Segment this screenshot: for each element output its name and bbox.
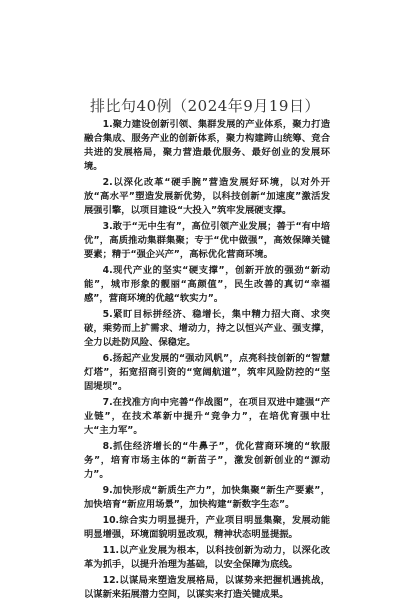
- list-item: 9.加快形成“新质生产力”，加快集聚“新生产要素”，加快培育“新应用场景”，加快构建“新数字生态”。: [84, 485, 330, 510]
- list-item: 8.抓住经济增长的“牛鼻子”，优化营商环境的“软服务”，培育市场主体的“新苗子”，激发创新创业的“源动力”。: [84, 441, 330, 480]
- list-item: 3.敢于“无中生有”，高位引领产业发展；善于“有中培优”，高质推动集群集聚；专于“优中做强”，高效保障关键要素；精于“强企兴产”，高标优化营商环境。: [84, 221, 330, 260]
- list-item: 11.以产业发展为根本，以科技创新为动力，以深化改革为抓手，以提升治理为基础，以安全保障为底线。: [84, 545, 330, 570]
- list-item: 10.综合实力明显提升，产业项目明显集聚，发展动能明显增强，环境面貌明显改观，精神状态明显提振。: [84, 515, 330, 540]
- list-item: 6.扬起产业发展的“强动风帆”，点亮科技创新的“智慧灯塔”，拓宽招商引资的“宽阔航道”，筑牢风险防控的“坚固堤坝”。: [84, 353, 330, 392]
- list-item: 12.以谋局来塑造发展格局，以谋势来把握机遇挑战，以谋新来拓展潜力空间，以谋实来打造关键成果。: [84, 575, 330, 600]
- list-item: 2.以深化改革“硬手腕”营造发展好环境，以对外开放“高水平”塑造发展新优势，以科技创新“加速度”激活发展强引擎，以项目建设“大投入”筑牢发展硬支撑。: [84, 177, 330, 216]
- document-title: 排比句40例（2024年9月19日）: [90, 97, 320, 115]
- document-body: [84, 118, 330, 604]
- list-item: 1.聚力建设创新引领、集群发展的产业体系，聚力打造融合集成、服务产业的创新体系，聚力构建跨山统筹、竞合共进的发展格局，聚力营造最优服务、最好创业的发展环境。: [84, 119, 330, 172]
- list-item: 5.紧盯目标拼经济、稳增长，集中精力招大商、求突破，乘势而上扩需求、增动力，持之以恒兴产业、强支撑，全力以赴防风险、保稳定。: [84, 309, 330, 348]
- list-item: 7.在找准方向中完善“作战图”，在项目双进中建强“产业链”，在技术革新中提升“竞争力”，在培优育强中壮大“主力军”。: [84, 397, 330, 436]
- list-item: 4.现代产业的坚实“硬支撑”，创新开放的强劲“新动能”，城市形象的靓丽“高颜值”，民生改善的真切“幸福感”，营商环境的优越“软实力”。: [84, 265, 330, 304]
